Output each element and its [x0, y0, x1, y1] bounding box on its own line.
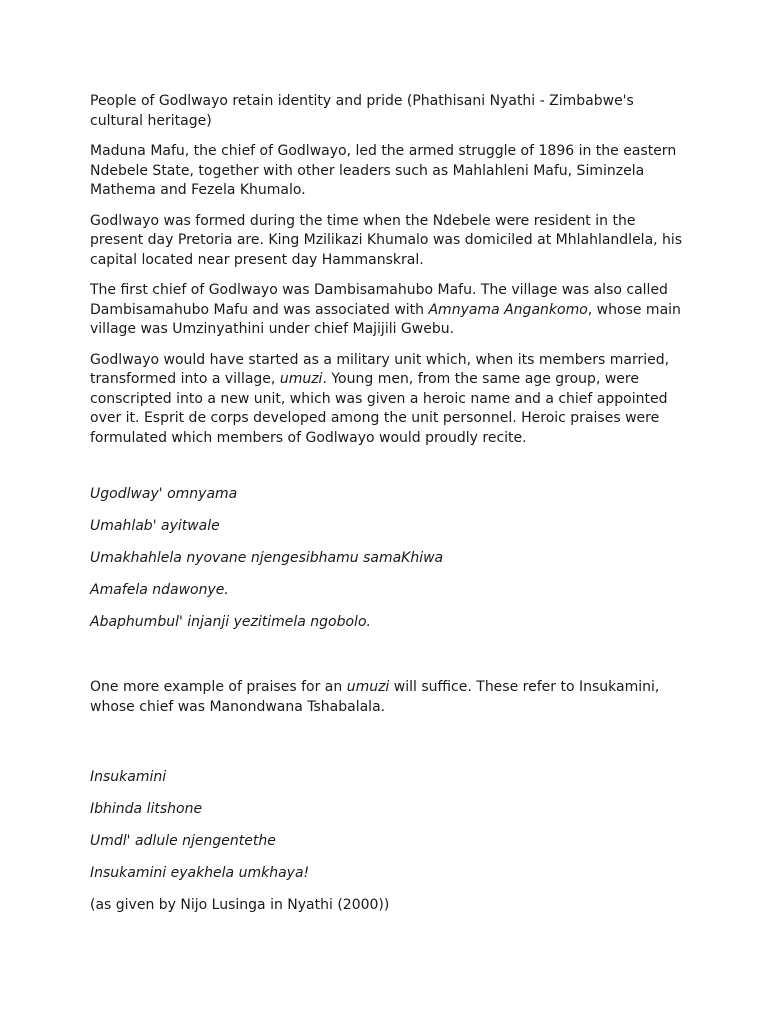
citation: (as given by Nijo Lusinga in Nyathi (2000)) [90, 897, 390, 913]
document-title: People of Godlwayo retain identity and pride (Phathisani Nyathi - Zimbabwe's cultural heritage) [90, 93, 634, 129]
paragraph-insukamini-intro [90, 678, 690, 717]
praise-line: Amafela ndawonye. [90, 582, 229, 598]
praise-line: Ibhinda litshone [90, 801, 203, 817]
praise-line: Umakhahlela nyovane njengesibhamu samaKhiwa [90, 550, 444, 566]
praise-line: Umdl' adlule njengentethe [90, 833, 276, 849]
paragraph-maduna-mafu: Maduna Mafu, the chief of Godlwayo, led the armed struggle of 1896 in the eastern Ndebele State, together with other leaders such as Mahlahleni Mafu, Siminzela Mathema and Fezela Khumalo. [90, 143, 677, 198]
praise-line: Ugodlway' omnyama [90, 486, 238, 502]
paragraph-text: . Young men, from the same age group, were conscripted into a new unit, which was given a heroic name and a chief appointed over it. Esprit de corps developed among the unit personnel. Heroic praises were formulated which members of Godlwayo would proudly recite. [90, 371, 668, 446]
praise-line: Insukamini [90, 769, 167, 785]
spacer [90, 728, 690, 768]
paragraph-first-chief [90, 281, 690, 340]
paragraph-text: The first chief of Godlwayo was Dambisamahubo Mafu. The village was also called Dambisamahubo Mafu and was associated with [90, 282, 668, 318]
italic-term: umuzi [346, 679, 390, 695]
paragraph-military-unit [90, 351, 690, 449]
praise-line: Insukamini eyakhela umkhaya! [90, 865, 310, 881]
italic-term: Amnyama Angankomo [428, 301, 588, 318]
praises-godlwayo [90, 485, 690, 633]
document-body [90, 92, 690, 927]
praise-line: Umahlab' ayitwale [90, 518, 220, 534]
praises-insukamini [90, 768, 690, 884]
paragraph-text: , whose main village was Umzinyathini under chief Majijili Gwebu. [90, 301, 681, 337]
paragraph-text: Godlwayo would have started as a military unit which, when its members married, transformed into a village, [90, 351, 670, 387]
praise-line: Abaphumbul' injanji yezitimela ngobolo. [90, 614, 371, 630]
italic-term: umuzi [279, 371, 323, 387]
spacer [90, 645, 690, 678]
paragraph-text: One more example of praises for an [90, 679, 347, 695]
paragraph-text: will suffice. These refer to Insukamini, whose chief was Manondwana Tshabalala. [90, 679, 660, 715]
spacer [90, 459, 690, 485]
paragraph-formation: Godlwayo was formed during the time when the Ndebele were resident in the present day Pretoria are. King Mzilikazi Khumalo was domiciled at Mhlahlandlela, his capital located near present day Hammanskral. [90, 212, 683, 268]
